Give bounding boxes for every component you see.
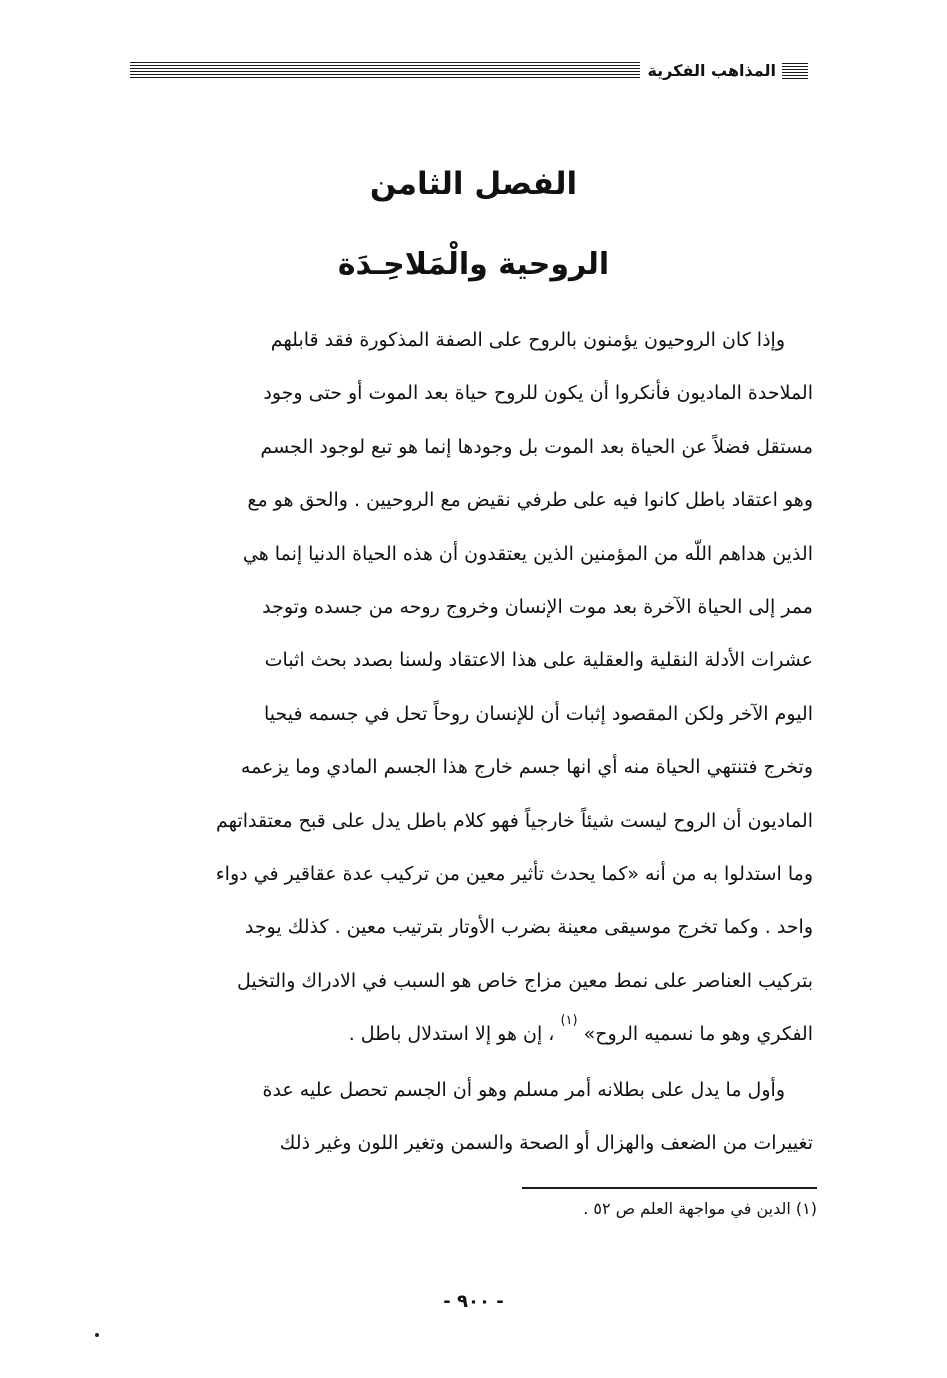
- header-ornament: [782, 63, 808, 79]
- text-line: بتركيب العناصر على نمط معين مزاج خاص هو السبب في الادراك والتخيل: [237, 969, 813, 992]
- text-line: الماديون أن الروح ليست شيئاً خارجياً فهو كلام باطل يدل على قبح معتقداتهم: [216, 809, 813, 832]
- text-line: واحد . وكما تخرج موسيقى معينة بضرب الأوتار بترتيب معين . كذلك يوجد: [244, 916, 813, 939]
- text-line: وأول ما يدل على بطلانه أمر مسلم وهو أن الجسم تحصل عليه عدة: [262, 1079, 785, 1101]
- text-line: الملاحدة الماديون فأنكروا أن يكون للروح حياة بعد الموت أو حتى وجود: [263, 382, 813, 405]
- text-line: الذين هداهم اللّه من المؤمنين الذين يعتقدون أن هذه الحياة الدنيا إنما هي: [242, 542, 813, 565]
- quote-end: الفكري وهو ما نسميه الروح»: [583, 1023, 813, 1046]
- sentence-end: ، إن هو إلا استدلال باطل .: [348, 1023, 555, 1046]
- text-line: وما استدلوا به من أنه «كما يحدث تأثير معين من تركيب عدة عقاقير في دواء: [215, 862, 813, 885]
- text-line: مستقل فضلاً عن الحياة بعد الموت بل وجودها إنما هو تبع لوجود الجسم: [260, 435, 813, 458]
- text-line: وإذا كان الروحيون يؤمنون بالروح على الصفة المذكورة فقد قابلهم: [270, 329, 785, 351]
- text-line: ممر إلى الحياة الآخرة بعد موت الإنسان وخروج روحه من جسده وتوجد: [262, 595, 813, 618]
- footnote-divider: [522, 1187, 817, 1189]
- section-title: الروحية والْمَلاحِـدَة: [337, 247, 610, 282]
- footnote-text: (١) الدين في مواجهة العلم ص ٥٢ .: [583, 1199, 817, 1218]
- text-line: وتخرج فتنتهي الحياة منه أي انها جسم خارج هذا الجسم المادي وما يزعمه: [240, 756, 813, 779]
- text-line: اليوم الآخر ولكن المقصود إثبات أن للإنسان روحاً تحل في جسمه فيحيا: [263, 702, 813, 725]
- text-line: وهو اعتقاد باطل كانوا فيه على طرفي نقيض مع الروحيين . والحق هو مع: [247, 489, 813, 512]
- header-decorative-rule: [130, 62, 640, 80]
- text-line-last: [133, 1008, 813, 1061]
- footnote-reference[interactable]: (١): [560, 1013, 578, 1029]
- running-header: [130, 60, 808, 82]
- scan-speck: [95, 1333, 99, 1337]
- paragraph-1: [133, 314, 813, 1061]
- text-line: عشرات الأدلة النقلية والعقلية على هذا الاعتقاد ولسنا بصدد بحث اثبات: [264, 649, 813, 672]
- paragraph-2: [133, 1064, 813, 1171]
- chapter-title: الفصل الثامن: [369, 166, 578, 202]
- text-line: تغييرات من الضعف والهزال أو الصحة والسمن وتغير اللون وغير ذلك: [279, 1132, 813, 1155]
- header-title: المذاهب الفكرية: [647, 61, 776, 80]
- page-number: - ٩٠٠ -: [443, 1291, 504, 1312]
